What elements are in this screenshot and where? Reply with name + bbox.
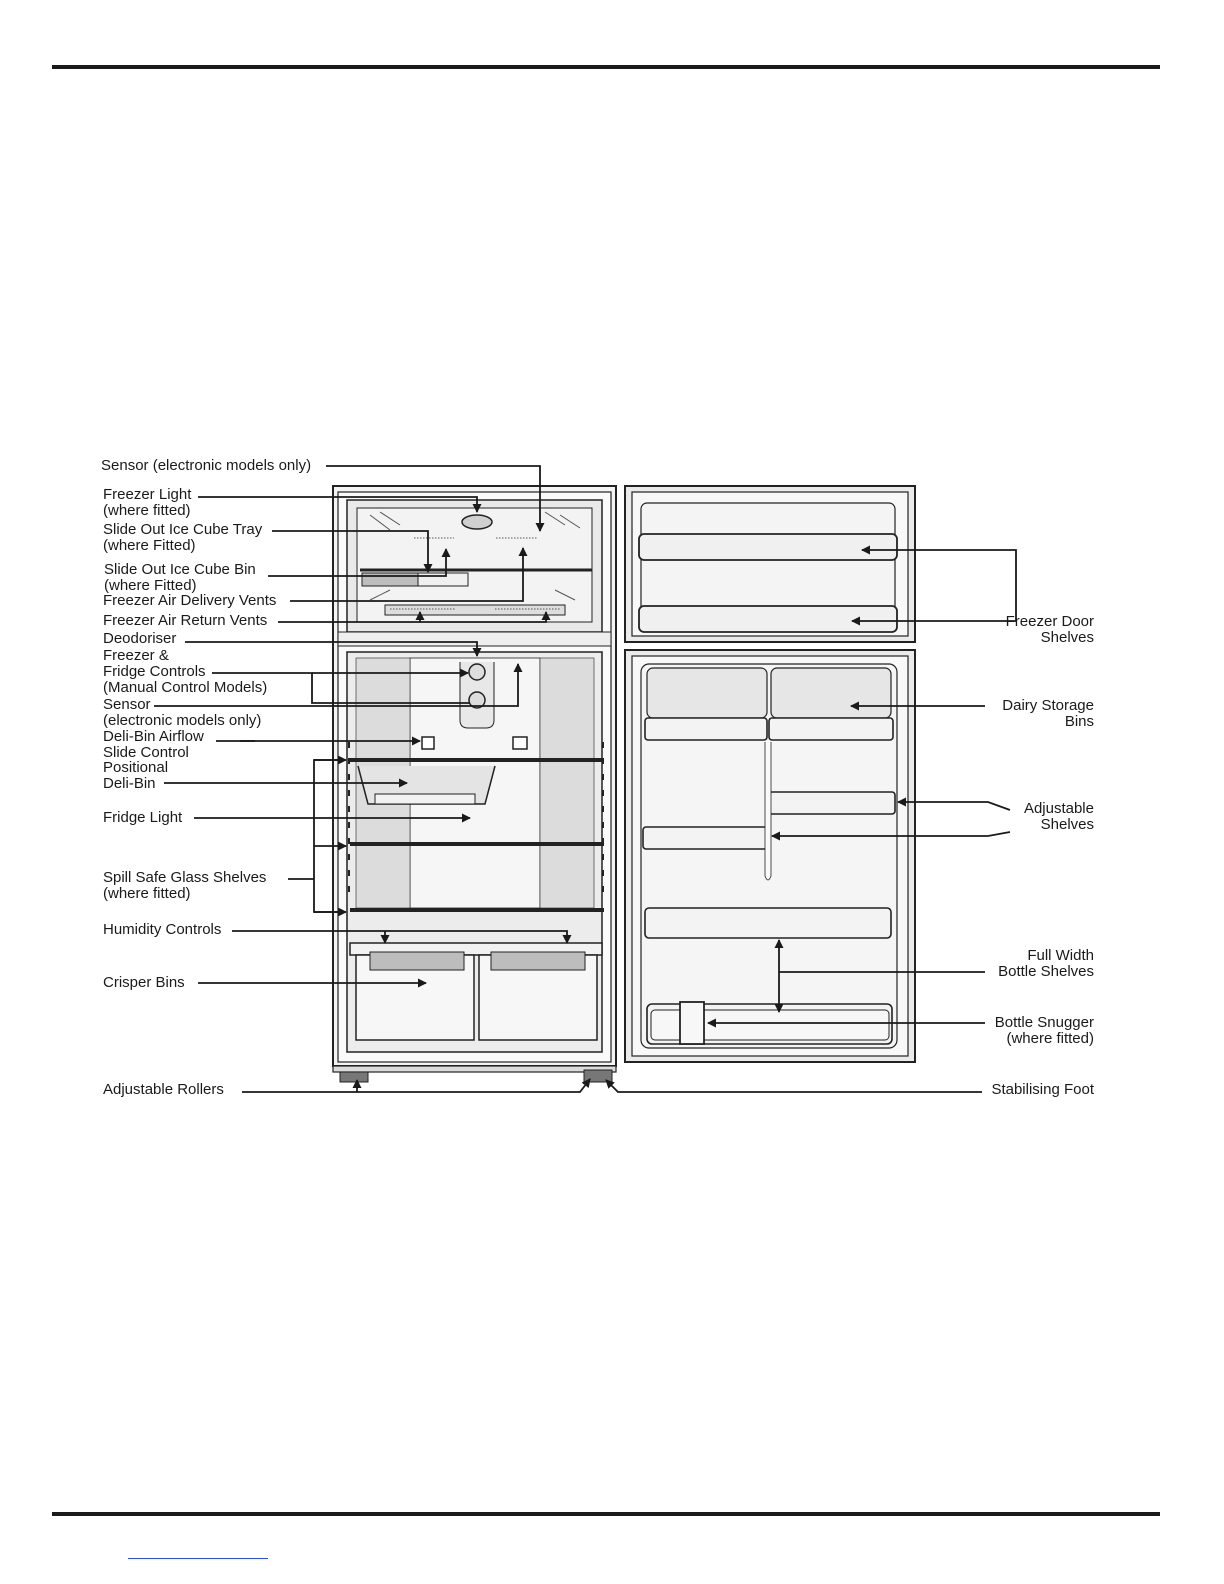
label-bottle-snugger-line2: (where fitted)	[1006, 1030, 1094, 1047]
label-sensor-mid	[103, 697, 261, 729]
label-dairy-line1: Dairy Storage	[1002, 697, 1094, 714]
label-air-delivery: Freezer Air Delivery Vents	[103, 592, 277, 609]
label-stabilising-foot: Stabilising Foot	[991, 1081, 1094, 1098]
label-controls	[103, 648, 267, 696]
label-deli-airflow-line2: Slide Control	[103, 744, 189, 761]
label-deli-bin	[103, 760, 168, 792]
label-ice-bin	[104, 562, 256, 594]
label-bottle-shelves	[998, 948, 1094, 980]
label-sensor-mid-line2: (electronic models only)	[103, 712, 262, 729]
label-controls-line3: (Manual Control Models)	[103, 679, 268, 696]
label-adjustable-shelves	[1024, 801, 1094, 833]
label-glass-shelves	[103, 870, 266, 902]
label-ice-tray-line2: (where Fitted)	[103, 537, 196, 554]
label-deli-airflow-line1: Deli-Bin Airflow	[103, 728, 204, 745]
label-bottle-shelves-line2: Bottle Shelves	[998, 963, 1094, 980]
label-freezer-light	[103, 487, 191, 519]
label-ice-bin-line2: (where Fitted)	[104, 577, 197, 594]
label-controls-line1: Freezer &	[103, 647, 169, 664]
label-adjustable-shelves-line2: Shelves	[1040, 816, 1094, 833]
label-bottle-snugger	[995, 1015, 1094, 1047]
footer-link-underline[interactable]	[128, 1558, 268, 1559]
label-deodoriser: Deodoriser	[103, 630, 177, 647]
label-ice-tray	[103, 522, 262, 554]
fridge-doors	[625, 486, 915, 1062]
footer-rule	[52, 1512, 1160, 1516]
label-sensor-top: Sensor (electronic models only)	[101, 457, 312, 474]
label-rollers: Adjustable Rollers	[103, 1081, 224, 1098]
label-crisper: Crisper Bins	[103, 974, 185, 991]
label-bottle-snugger-line1: Bottle Snugger	[994, 1014, 1094, 1031]
label-ice-bin-line1: Slide Out Ice Cube Bin	[104, 561, 256, 578]
label-freezer-door	[1006, 614, 1094, 646]
label-fridge-light: Fridge Light	[103, 809, 183, 826]
label-deli-airflow	[103, 729, 204, 761]
label-freezer-light-line1: Freezer Light	[103, 486, 192, 503]
label-freezer-door-line1: Freezer Door	[1005, 613, 1094, 630]
label-glass-shelves-line1: Spill Safe Glass Shelves	[103, 869, 267, 886]
label-freezer-door-line2: Shelves	[1040, 629, 1094, 646]
label-deli-bin-line2: Deli-Bin	[103, 775, 156, 792]
label-sensor-mid-line1: Sensor	[103, 696, 151, 713]
label-dairy	[1002, 698, 1094, 730]
label-glass-shelves-line2: (where fitted)	[103, 885, 191, 902]
label-controls-line2: Fridge Controls	[103, 663, 206, 680]
label-dairy-line2: Bins	[1064, 713, 1094, 730]
label-bottle-shelves-line1: Full Width	[1027, 947, 1094, 964]
label-humidity: Humidity Controls	[103, 921, 222, 938]
label-air-return: Freezer Air Return Vents	[103, 612, 268, 629]
label-adjustable-shelves-line1: Adjustable	[1023, 800, 1094, 817]
label-ice-tray-line1: Slide Out Ice Cube Tray	[103, 521, 263, 538]
label-deli-bin-line1: Positional	[103, 759, 169, 776]
label-freezer-light-line2: (where fitted)	[103, 502, 191, 519]
